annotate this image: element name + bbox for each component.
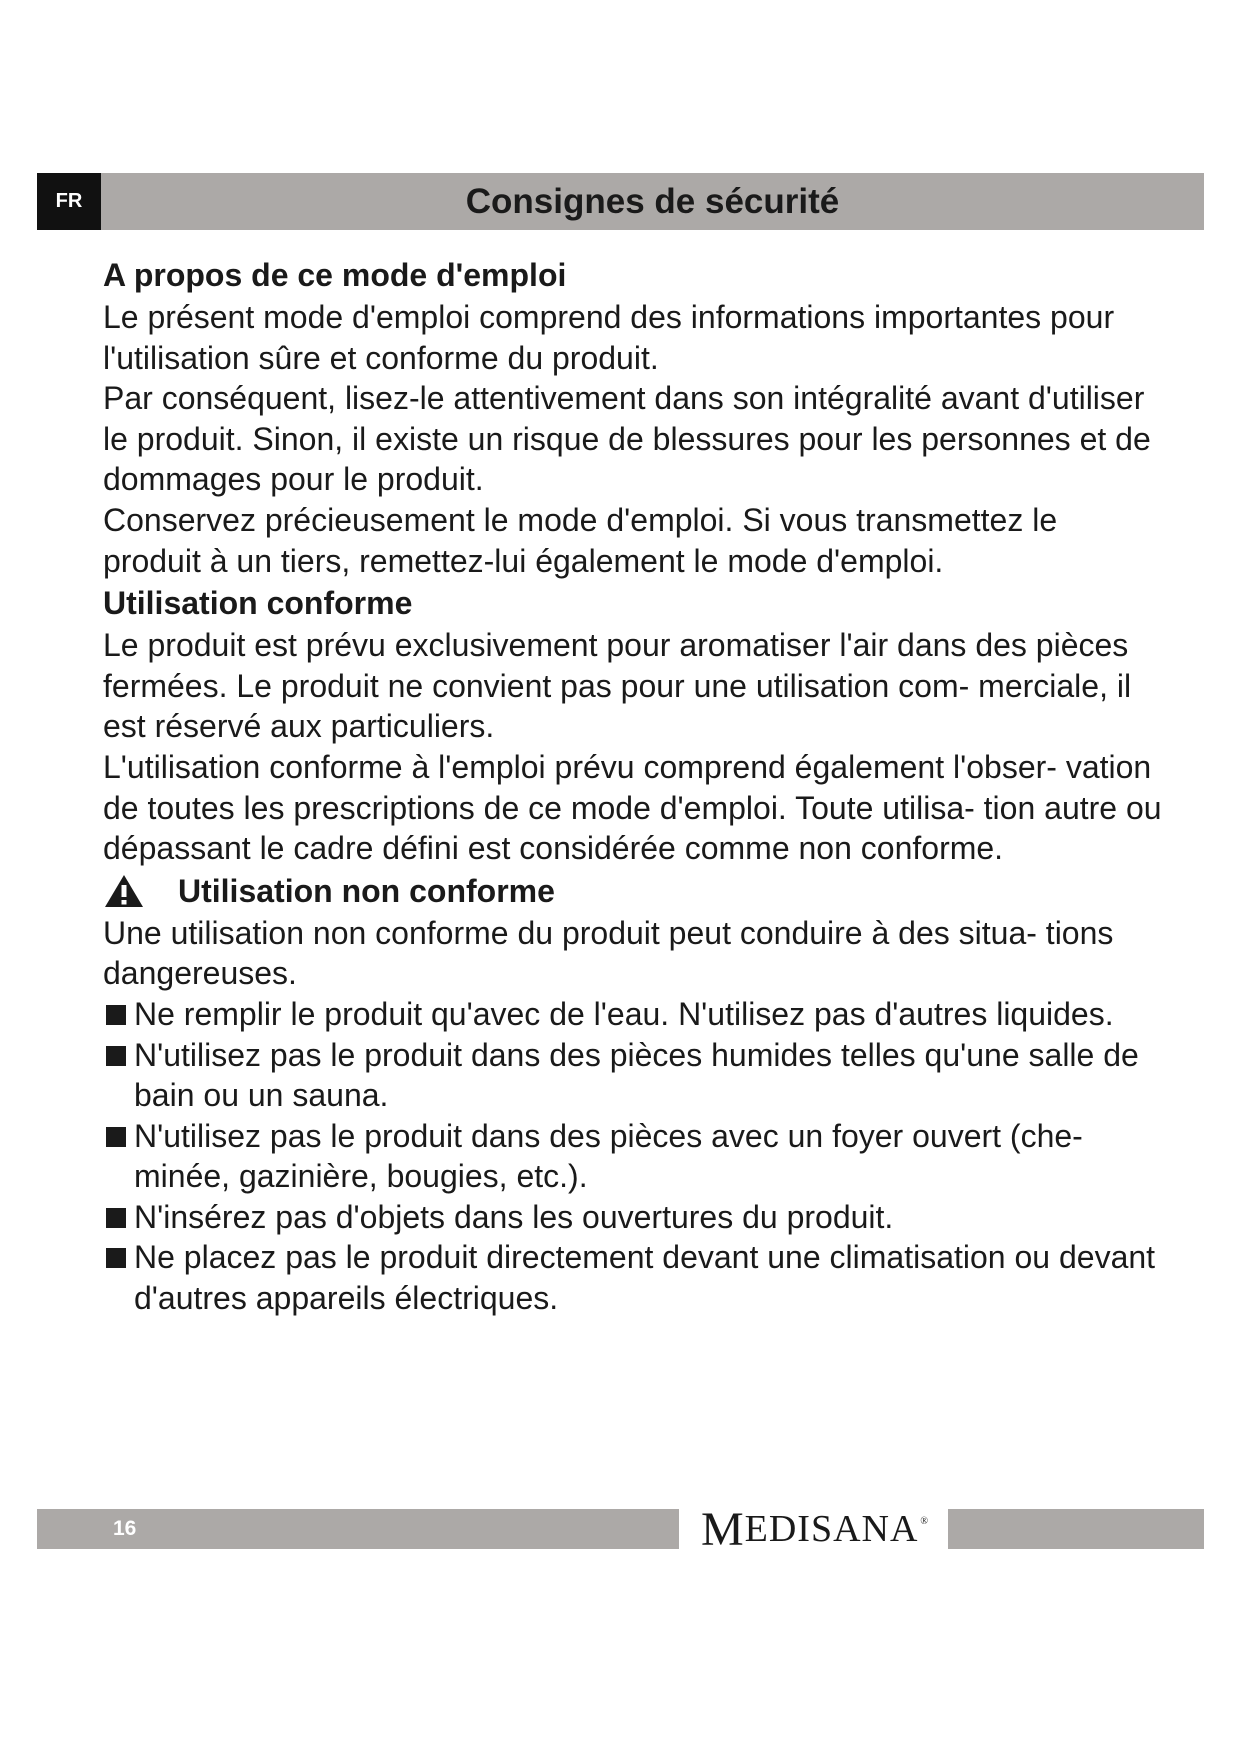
page-number: 16 (113, 1517, 137, 1540)
section-heading-about: A propos de ce mode d'emploi (103, 257, 567, 293)
list-item (103, 1035, 1163, 1116)
warning-triangle-icon (103, 873, 145, 909)
paragraph: Le produit est prévu exclusivement pour aromatiser l'air dans des pièces fermées. Le produit ne convient pas pour une utilisation com- merciale, il est réservé aux particuliers. (103, 627, 1132, 745)
paragraph: Conservez précieusement le mode d'emploi. Si vous transmettez le produit à un tiers, remettez-lui également le mode d'emploi. (103, 501, 1058, 579)
section-heading-misuse-label: Utilisation non conforme (178, 872, 555, 909)
registered-mark: ® (920, 1515, 930, 1527)
section-heading-intended-use: Utilisation conforme (103, 585, 413, 622)
list-item (103, 1116, 1163, 1197)
brand-logo-rest: EDISANA (744, 1508, 919, 1550)
section-heading-misuse (103, 869, 1163, 913)
brand-logo-initial: M (700, 1502, 745, 1556)
footer-bar-right (948, 1509, 1204, 1549)
language-tab: FR (37, 173, 101, 230)
square-bullet-icon (106, 1005, 126, 1025)
square-bullet-icon (106, 1127, 126, 1147)
page-title: Consignes de sécurité (465, 181, 840, 221)
list-item-text: N'utilisez pas le produit dans des pièces avec un foyer ouvert (che- minée, gazinière, bougies, etc.). (134, 1117, 1083, 1195)
paragraph: Le présent mode d'emploi comprend des informations importantes pour l'utilisation sûre et conforme du produit. (103, 299, 1115, 376)
list-item-text: Ne placez pas le produit directement devant une climatisation ou devant d'autres appareils électriques. (134, 1239, 1156, 1317)
list-item-text: N'insérez pas d'objets dans les ouvertures du produit. (134, 1198, 894, 1235)
square-bullet-icon (106, 1208, 126, 1228)
list-item-text: N'utilisez pas le produit dans des pièces humides telles qu'une salle de bain ou un sauna. (134, 1036, 1139, 1114)
list-item (103, 994, 1163, 1035)
square-bullet-icon (106, 1248, 126, 1268)
main-content (103, 253, 1163, 1319)
square-bullet-icon (106, 1046, 126, 1066)
list-item-text: Ne remplir le produit qu'avec de l'eau. N'utilisez pas d'autres liquides. (134, 995, 1114, 1032)
paragraph: L'utilisation conforme à l'emploi prévu comprend également l'obser- vation de toutes les prescriptions de ce mode d'emploi. Toute utilisa- tion autre ou dépassant le cadre défini est considérée comme non conforme. (103, 748, 1162, 867)
paragraph: Une utilisation non conforme du produit peut conduire à des situa- tions dangereuses. (103, 914, 1114, 992)
brand-logo (700, 1500, 930, 1558)
list-item (103, 1197, 1163, 1238)
paragraph: Par conséquent, lisez-le attentivement dans son intégralité avant d'utiliser le produit. Sinon, il existe un risque de blessures pour les personnes et de dommages pour le produit. (103, 380, 1151, 498)
misuse-bullet-list (103, 994, 1163, 1319)
list-item (103, 1237, 1163, 1318)
